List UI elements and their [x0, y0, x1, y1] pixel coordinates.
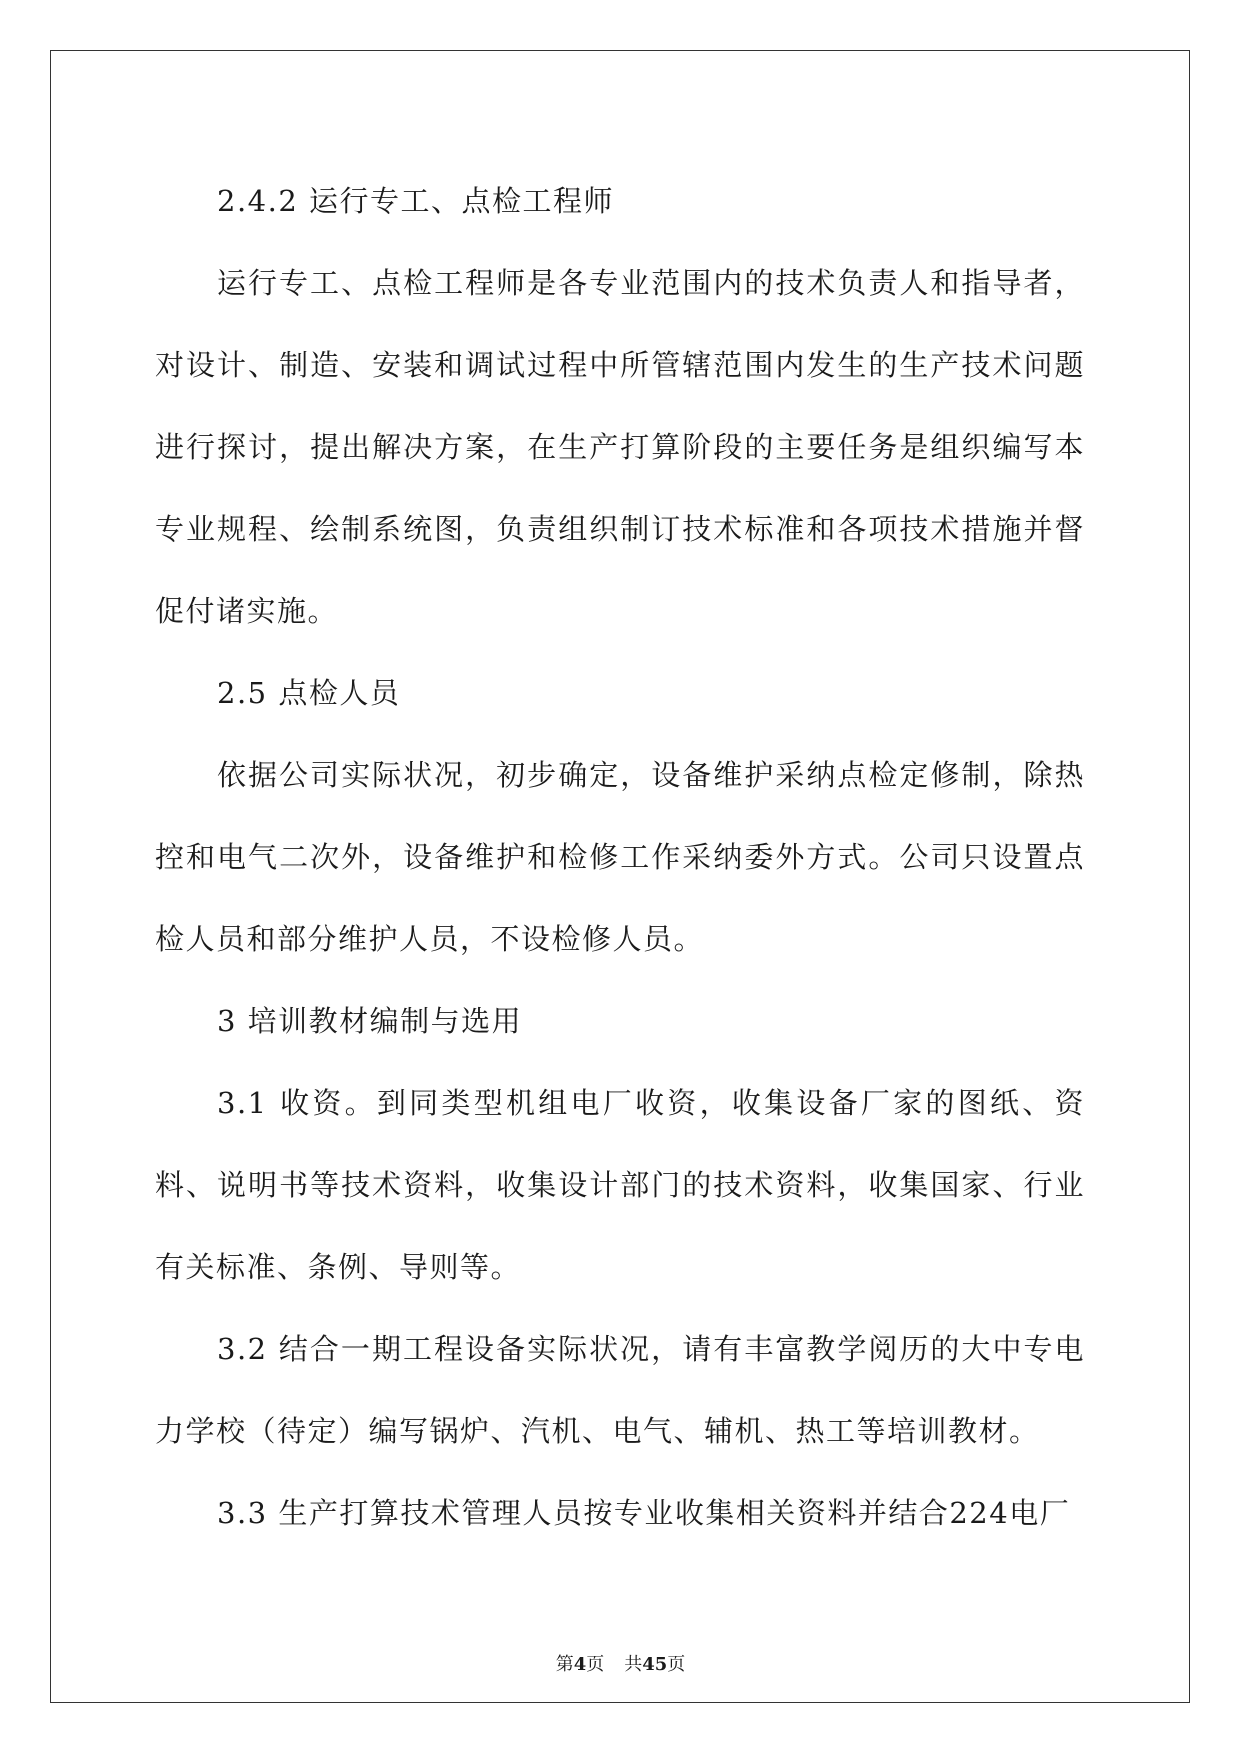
total-prefix: 共	[624, 1654, 643, 1675]
page-footer	[0, 1650, 1241, 1676]
paragraph-engineer-duties: 运行专工、点检工程师是各专业范围内的技术负责人和指导者，对设计、制造、安装和调试过程中所管辖范围内发生的生产技术问题进行探讨，提出解决方案，在生产打算阶段的主要任务是组织编写本专业规程、绘制系统图，负责组织制订技术标准和各项技术措施并督促付诸实施。	[155, 266, 1085, 628]
page-prefix: 第	[555, 1654, 574, 1675]
total-pages: 45	[642, 1654, 668, 1675]
document-body	[155, 160, 1085, 1554]
paragraph-3-3: 3.3 生产打算技术管理人员按专业收集相关资料并结合224电厂	[217, 1496, 1071, 1530]
heading-2-4-2: 2.4.2 运行专工、点检工程师	[217, 184, 615, 218]
paragraph-3-1: 3.1 收资。到同类型机组电厂收资，收集设备厂家的图纸、资料、说明书等技术资料，收集设计部门的技术资料，收集国家、行业有关标准、条例、导则等。	[155, 1086, 1085, 1284]
page-number: 4	[573, 1654, 587, 1675]
paragraph-3-2: 3.2 结合一期工程设备实际状况，请有丰富教学阅历的大中专电力学校（待定）编写锅炉、汽机、电气、辅机、热工等培训教材。	[155, 1332, 1085, 1448]
heading-2-5: 2.5 点检人员	[217, 676, 401, 710]
paragraph-inspection-staff: 依据公司实际状况，初步确定，设备维护采纳点检定修制，除热控和电气二次外，设备维护和检修工作采纳委外方式。公司只设置点检人员和部分维护人员，不设检修人员。	[155, 758, 1085, 956]
total-suffix: 页	[667, 1654, 686, 1675]
heading-3: 3 培训教材编制与选用	[217, 1004, 523, 1038]
page-suffix: 页	[586, 1654, 605, 1675]
